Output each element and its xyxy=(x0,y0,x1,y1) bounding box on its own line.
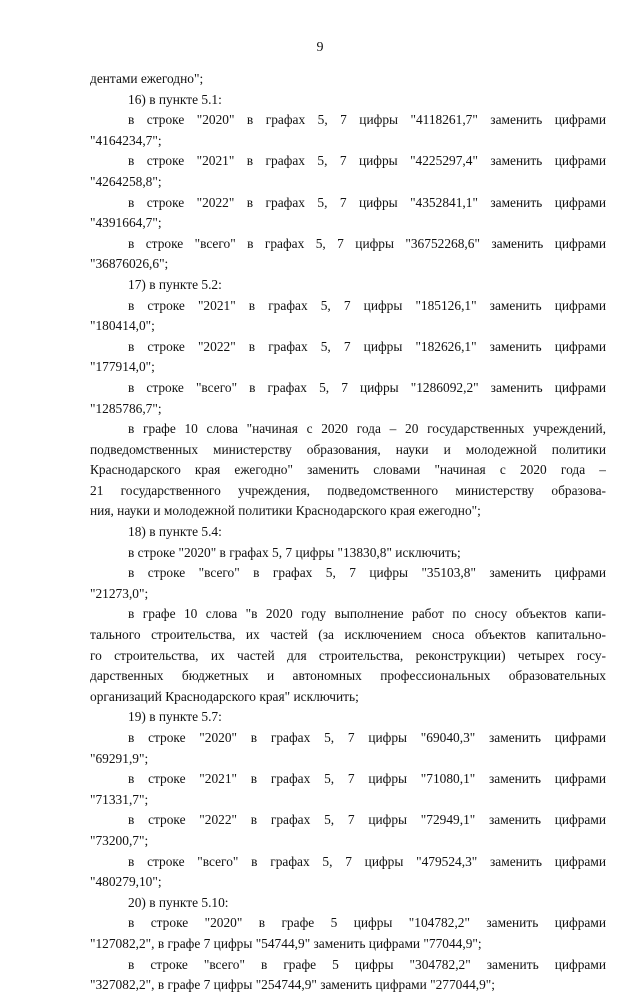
text-line: 19) в пункте 5.7: xyxy=(128,709,222,725)
text-line: в строке "2022" в графах 5, 7 цифры "182626,1" заменить цифрами xyxy=(128,338,606,354)
text-line: "180414,0"; xyxy=(90,318,155,334)
text-line: "327082,2", в графе 7 цифры "254744,9" заменить цифрами "277044,9"; xyxy=(90,977,495,993)
text-line: в строке "2020" в графе 5 цифры "104782,2" заменить цифрами xyxy=(128,915,606,931)
text-line: в строке "всего" в графах 5, 7 цифры "35103,8" заменить цифрами xyxy=(128,565,606,581)
text-line: в строке "2021" в графах 5, 7 цифры "185126,1" заменить цифрами xyxy=(128,297,606,313)
text-line: в строке "всего" в графе 5 цифры "304782,2" заменить цифрами xyxy=(128,956,606,972)
text-line: в строке "2021" в графах 5, 7 цифры "4225297,4" заменить цифрами xyxy=(128,153,606,169)
text-line: в строке "2021" в графах 5, 7 цифры "71080,1" заменить цифрами xyxy=(128,771,606,787)
document-body xyxy=(90,69,606,996)
text-line: "4391664,7"; xyxy=(90,215,162,231)
text-line: "1285786,7"; xyxy=(90,400,162,416)
text-line: в строке "всего" в графах 5, 7 цифры "1286092,2" заменить цифрами xyxy=(128,379,606,395)
text-line: "177914,0"; xyxy=(90,359,155,375)
text-line: 21 государственного учреждения, подведомственного министерству образова- xyxy=(90,482,606,498)
text-line: организаций Краснодарского края" исключить; xyxy=(90,688,359,704)
text-line: Краснодарского края ежегодно" заменить словами "начиная с 2020 года – xyxy=(90,462,606,478)
text-line: тального строительства, их частей (за исключением сноса объектов капитально- xyxy=(90,627,606,643)
text-line: "36876026,6"; xyxy=(90,256,169,272)
text-line: "4264258,8"; xyxy=(90,173,162,189)
text-line: го строительства, их частей для строительства, реконструкции) четырех госу- xyxy=(90,647,606,663)
text-line: в строке "всего" в графах 5, 7 цифры "479524,3" заменить цифрами xyxy=(128,853,606,869)
text-line: "480279,10"; xyxy=(90,874,162,890)
text-line: в графе 10 слова "начиная с 2020 года – 20 государственных учреждений, xyxy=(128,421,606,437)
text-line: в строке "2022" в графах 5, 7 цифры "72949,1" заменить цифрами xyxy=(128,812,606,828)
text-line: в строке "2020" в графах 5, 7 цифры "4118261,7" заменить цифрами xyxy=(128,112,606,128)
text-line: 16) в пункте 5.1: xyxy=(128,91,222,107)
text-line: "21273,0"; xyxy=(90,585,149,601)
page-number: 9 xyxy=(316,40,324,55)
text-line: "69291,9"; xyxy=(90,750,149,766)
text-line: дентами ежегодно"; xyxy=(90,71,204,86)
text-line: 18) в пункте 5.4: xyxy=(128,524,222,540)
text-line: 20) в пункте 5.10: xyxy=(128,894,229,910)
text-line: в строке "всего" в графах 5, 7 цифры "36752268,6" заменить цифрами xyxy=(128,235,606,251)
text-line: дарственных бюджетных и автономных профессиональных образовательных xyxy=(90,668,606,684)
text-line: в графе 10 слова "в 2020 году выполнение работ по сносу объектов капи- xyxy=(128,606,606,622)
text-line: в строке "2020" в графах 5, 7 цифры "69040,3" заменить цифрами xyxy=(128,730,606,745)
text-line: "73200,7"; xyxy=(90,832,149,848)
text-line: "71331,7"; xyxy=(90,791,149,807)
text-line: "127082,2", в графе 7 цифры "54744,9" заменить цифрами "77044,9"; xyxy=(90,935,482,951)
text-line: в строке "2022" в графах 5, 7 цифры "4352841,1" заменить цифрами xyxy=(128,194,606,210)
text-line: в строке "2020" в графах 5, 7 цифры "13830,8" исключить; xyxy=(128,544,461,560)
text-line: "4164234,7"; xyxy=(90,132,162,148)
text-line: 17) в пункте 5.2: xyxy=(128,276,222,292)
text-line: ния, науки и молодежной политики Краснодарского края ежегодно"; xyxy=(90,503,481,519)
text-line: подведомственных министерству образования, науки и молодежной политики xyxy=(90,441,606,457)
